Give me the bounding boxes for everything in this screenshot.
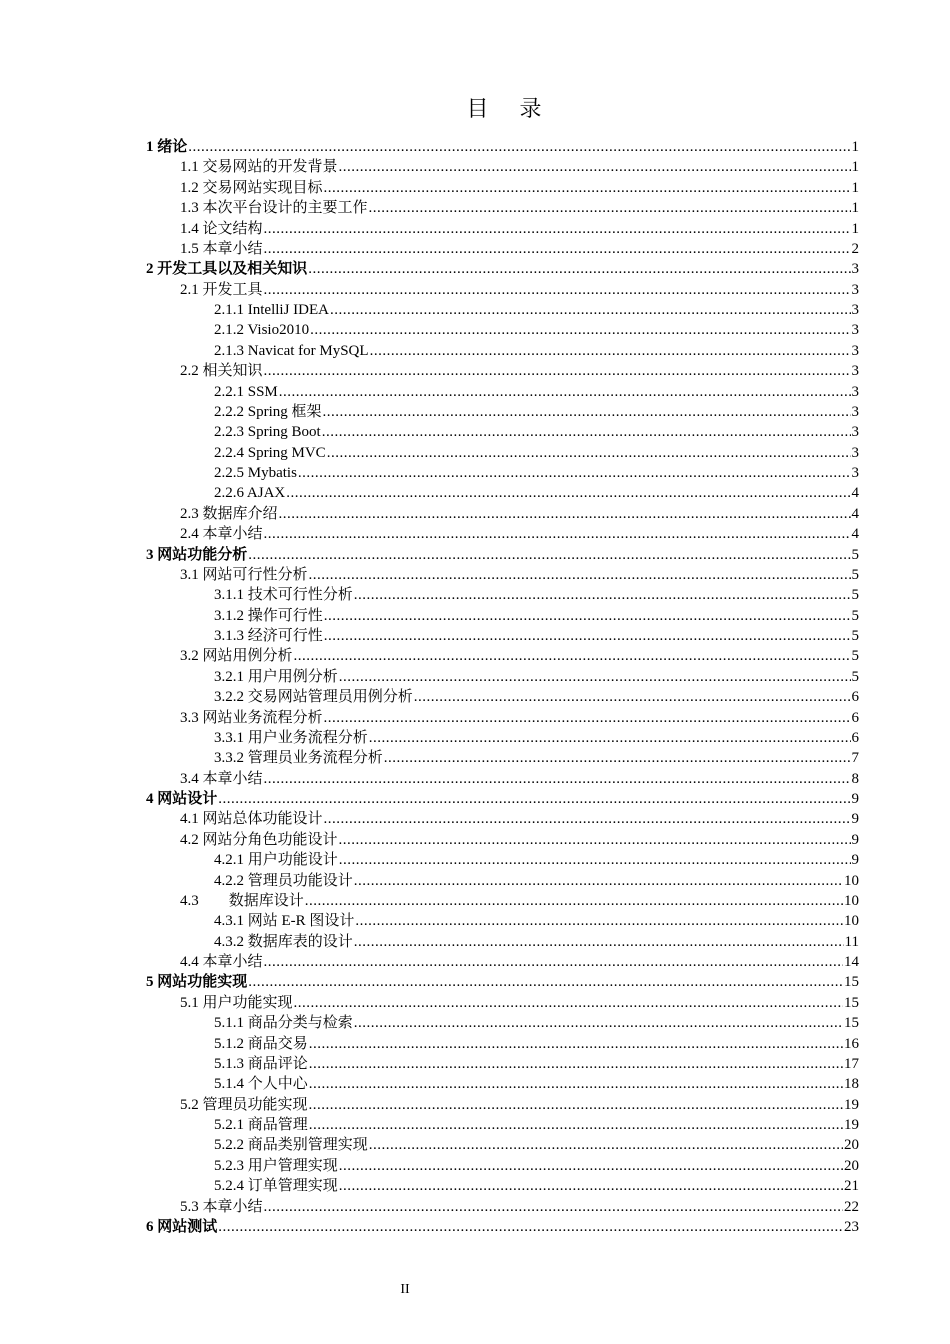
toc-entry[interactable]	[146, 1156, 859, 1176]
toc-entry[interactable]	[146, 809, 859, 829]
toc-entry-title: 4.2.2 管理员功能设计	[214, 872, 353, 889]
toc-dot-leader	[355, 911, 843, 931]
toc-entry-label	[180, 219, 263, 239]
toc-entry-label	[180, 504, 278, 524]
toc-entry[interactable]	[146, 382, 859, 402]
toc-entry-label	[214, 687, 413, 707]
toc-entry[interactable]	[146, 1034, 859, 1054]
toc-page-number: 3	[851, 261, 859, 278]
toc-entry[interactable]	[146, 361, 859, 381]
toc-page-number: 5	[851, 648, 859, 665]
toc-page-number: 3	[851, 403, 859, 420]
toc-entry-label	[214, 1054, 308, 1074]
toc-entry-label	[214, 463, 297, 483]
toc-entry-title: 3.1.3 经济可行性	[214, 628, 323, 644]
toc-entry-label	[214, 1074, 308, 1094]
toc-entry-title: 4.3	[180, 892, 199, 909]
toc-dot-leader	[218, 789, 850, 809]
toc-dot-leader	[309, 1034, 843, 1054]
toc-dot-leader	[305, 891, 843, 911]
toc-dot-leader	[264, 952, 843, 972]
toc-dot-leader	[248, 545, 850, 565]
toc-entry[interactable]	[146, 320, 859, 340]
toc-entry[interactable]	[146, 1135, 859, 1155]
toc-dot-leader	[339, 1156, 843, 1176]
toc-entry[interactable]	[146, 952, 859, 972]
toc-page-number: 15	[844, 1015, 859, 1032]
toc-entry-title: 1.4 论文结构	[180, 220, 263, 237]
toc-dot-leader	[354, 932, 844, 952]
toc-entry[interactable]	[146, 606, 859, 626]
toc-entry-label	[180, 952, 263, 972]
toc-entry-title: 2.1 开发工具	[180, 281, 263, 298]
toc-entry-title: 5.1 用户功能实现	[180, 994, 293, 1011]
toc-entry-title: 3.3 网站业务流程分析	[180, 709, 323, 726]
toc-dot-leader	[264, 219, 851, 239]
toc-entry[interactable]	[146, 402, 859, 422]
toc-dot-leader	[327, 443, 851, 463]
toc-entry-label	[180, 1197, 263, 1217]
toc-entry[interactable]	[146, 137, 859, 157]
toc-entry-title: 2.2.5 Mybatis	[214, 465, 297, 481]
toc-dot-leader	[264, 239, 851, 259]
toc-page-number: 10	[844, 872, 859, 889]
toc-page-number: 4	[851, 505, 859, 522]
toc-entry-label	[214, 932, 353, 952]
toc-page-number: 9	[851, 831, 859, 848]
toc-entry[interactable]	[146, 341, 859, 361]
toc-entry-label	[180, 891, 304, 911]
toc-dot-leader	[279, 382, 851, 402]
toc-dot-leader	[339, 157, 851, 177]
toc-entry[interactable]	[146, 1095, 859, 1115]
toc-entry-label	[214, 341, 369, 361]
toc-entry[interactable]	[146, 687, 859, 707]
toc-entry[interactable]	[146, 504, 859, 524]
toc-page-number: 19	[844, 1096, 859, 1113]
page-number: II	[400, 1282, 410, 1297]
toc-page-number: 1	[851, 179, 859, 196]
toc-dot-leader	[294, 993, 843, 1013]
toc-entry-label	[180, 524, 263, 544]
toc-entry-title: 2 开发工具以及相关知识	[146, 261, 308, 278]
toc-page-number: 5	[851, 566, 859, 583]
toc-page-number: 22	[844, 1198, 859, 1215]
toc-entry[interactable]	[146, 259, 859, 279]
toc-entry-title: 3.2.1 用户用例分析	[214, 668, 338, 685]
toc-page-number: 6	[851, 689, 859, 706]
toc-page-number: 20	[844, 1157, 859, 1174]
toc-page-number: 9	[851, 811, 859, 828]
toc-page-number: 6	[851, 729, 859, 746]
toc-entry[interactable]	[146, 1115, 859, 1135]
toc-page-number: 9	[851, 852, 859, 869]
toc-entry-title: 2.2.3 Spring Boot	[214, 424, 321, 441]
toc-entry-title: 1.1 交易网站的开发背景	[180, 159, 338, 176]
toc-entry-label	[214, 1135, 368, 1155]
toc-dot-leader	[286, 483, 850, 503]
toc-entry-title: 4.3.2 数据库表的设计	[214, 933, 353, 950]
table-of-contents	[146, 137, 859, 1237]
toc-entry-label	[180, 198, 368, 218]
toc-page-number: 15	[844, 974, 859, 991]
page-title: 目 录	[466, 97, 554, 122]
toc-entry-label	[180, 157, 338, 177]
toc-entry[interactable]	[146, 300, 859, 320]
toc-entry-label	[146, 137, 187, 157]
toc-entry-label	[214, 320, 309, 340]
toc-entry-title: 4.1 网站总体功能设计	[180, 811, 323, 828]
toc-entry-title-suffix: 数据库设计	[228, 892, 304, 909]
toc-page-number: 5	[851, 546, 859, 563]
toc-entry-title: 5.2.2 商品类别管理实现	[214, 1137, 368, 1154]
toc-entry-title: 3.1.1 技术可行性分析	[214, 587, 353, 604]
toc-dot-leader	[369, 198, 851, 218]
toc-entry-label	[146, 972, 247, 992]
toc-page-number: 10	[844, 892, 859, 909]
toc-entry-title: 1.3 本次平台设计的主要工作	[180, 200, 368, 217]
toc-page-number: 11	[844, 933, 859, 950]
toc-entry-label	[214, 483, 285, 503]
toc-page-number: 1	[851, 139, 859, 155]
toc-entry-title: 5.2 管理员功能实现	[180, 1096, 308, 1113]
toc-entry[interactable]	[146, 565, 859, 585]
toc-entry-title: 5.2.1 商品管理	[214, 1117, 308, 1133]
toc-entry[interactable]	[146, 280, 859, 300]
toc-page-number: 14	[844, 954, 859, 970]
toc-page-number: 17	[844, 1055, 859, 1072]
toc-dot-leader	[322, 422, 851, 442]
toc-entry[interactable]	[146, 972, 859, 992]
toc-dot-leader	[369, 728, 851, 748]
toc-page-number: 21	[844, 1178, 859, 1195]
toc-dot-leader	[279, 504, 851, 524]
toc-entry[interactable]	[146, 483, 859, 503]
toc-entry[interactable]	[146, 1176, 859, 1196]
toc-page-number: 3	[851, 363, 859, 380]
toc-dot-leader	[218, 1217, 843, 1237]
toc-entry-title: 3 网站功能分析	[146, 546, 248, 563]
toc-entry-title: 3.4 本章小结	[180, 770, 263, 787]
toc-entry-title: 2.2.1 SSM	[214, 383, 278, 400]
toc-page-number: 23	[844, 1218, 859, 1235]
toc-entry[interactable]	[146, 789, 859, 809]
toc-entry-label	[146, 545, 247, 565]
toc-entry-label	[180, 565, 308, 585]
toc-page-number: 3	[851, 383, 859, 400]
toc-entry[interactable]	[146, 871, 859, 891]
toc-entry-label	[146, 789, 217, 809]
toc-entry[interactable]	[146, 1054, 859, 1074]
toc-dot-leader	[264, 1197, 843, 1217]
toc-entry-label	[214, 1115, 308, 1135]
toc-entry-title: 5.3 本章小结	[180, 1198, 263, 1215]
toc-entry-label	[180, 769, 263, 789]
toc-page-number: 10	[844, 913, 859, 930]
toc-entry-title: 2.2.2 Spring 框架	[214, 403, 322, 420]
toc-entry-title: 1.5 本章小结	[180, 240, 263, 257]
toc-entry-title: 2.1.1 IntelliJ IDEA	[214, 302, 329, 318]
toc-entry[interactable]	[146, 728, 859, 748]
toc-entry-label	[214, 911, 354, 931]
toc-dot-leader	[264, 524, 851, 544]
toc-page-number: 19	[844, 1117, 859, 1133]
toc-dot-leader	[248, 972, 843, 992]
toc-entry[interactable]	[146, 708, 859, 728]
toc-dot-leader	[339, 667, 851, 687]
toc-page-number: 5	[851, 628, 859, 644]
toc-entry-label	[180, 361, 263, 381]
toc-entry[interactable]	[146, 198, 859, 218]
toc-dot-leader	[370, 341, 851, 361]
toc-page-number: 3	[851, 322, 859, 339]
toc-entry[interactable]	[146, 891, 859, 911]
toc-dot-leader	[309, 1054, 843, 1074]
toc-entry[interactable]	[146, 1074, 859, 1094]
toc-entry[interactable]	[146, 463, 859, 483]
toc-page-number: 3	[851, 302, 859, 318]
toc-entry-label	[180, 809, 323, 829]
toc-entry-label	[214, 402, 322, 422]
toc-dot-leader	[264, 280, 851, 300]
toc-page-number: 1	[851, 200, 859, 217]
toc-entry[interactable]	[146, 932, 859, 952]
toc-dot-leader	[354, 871, 843, 891]
toc-page-number: 3	[851, 444, 859, 461]
toc-entry-title: 2.2.6 AJAX	[214, 485, 286, 502]
toc-page-number: 5	[851, 607, 859, 624]
toc-entry[interactable]	[146, 1217, 859, 1237]
toc-entry-label	[180, 239, 263, 259]
toc-entry-label	[180, 646, 293, 666]
toc-dot-leader	[354, 585, 851, 605]
toc-entry[interactable]	[146, 769, 859, 789]
toc-dot-leader	[298, 463, 851, 483]
toc-page-number: 20	[844, 1137, 859, 1154]
toc-page-number: 3	[851, 281, 859, 298]
toc-dot-leader	[309, 565, 851, 585]
toc-dot-leader	[324, 708, 851, 728]
toc-entry-label	[214, 667, 338, 687]
toc-entry[interactable]	[146, 178, 859, 198]
toc-page-number: 8	[851, 770, 859, 787]
toc-entry-title: 5.1.2 商品交易	[214, 1035, 308, 1052]
toc-entry-title: 3.1 网站可行性分析	[180, 566, 308, 583]
toc-entry-title: 6 网站测试	[146, 1218, 218, 1235]
toc-dot-leader	[264, 361, 851, 381]
toc-entry-label	[214, 728, 368, 748]
toc-dot-leader	[414, 687, 851, 707]
toc-entry-label	[180, 708, 323, 728]
toc-entry-title: 5.2.3 用户管理实现	[214, 1157, 338, 1174]
toc-entry[interactable]	[146, 239, 859, 259]
toc-entry-label	[146, 259, 307, 279]
toc-entry-title: 5.1.4 个人中心	[214, 1076, 308, 1093]
toc-dot-leader	[324, 809, 851, 829]
toc-page-number: 3	[851, 424, 859, 441]
toc-entry[interactable]	[146, 850, 859, 870]
toc-entry-label	[180, 993, 293, 1013]
toc-entry-label	[214, 300, 329, 320]
toc-entry[interactable]	[146, 667, 859, 687]
toc-dot-leader	[339, 1176, 843, 1196]
toc-entry[interactable]	[146, 830, 859, 850]
toc-page-number: 3	[851, 465, 859, 481]
toc-entry[interactable]	[146, 422, 859, 442]
toc-page-number: 18	[844, 1076, 859, 1093]
toc-entry-title: 3.2 网站用例分析	[180, 648, 293, 665]
toc-dot-leader	[339, 850, 851, 870]
toc-dot-leader	[310, 320, 850, 340]
toc-entry-label	[214, 443, 326, 463]
toc-dot-leader	[384, 748, 851, 768]
toc-entry-label	[214, 871, 353, 891]
toc-page-number: 4	[851, 485, 859, 502]
toc-page-number: 2	[851, 240, 859, 257]
toc-entry-title: 3.3.1 用户业务流程分析	[214, 729, 368, 746]
toc-entry[interactable]	[146, 993, 859, 1013]
toc-entry-label	[180, 280, 263, 300]
toc-entry-label	[146, 1217, 217, 1237]
toc-dot-leader	[339, 830, 851, 850]
toc-entry-label	[180, 178, 323, 198]
toc-dot-leader	[264, 769, 851, 789]
toc-entry-title: 1.2 交易网站实现目标	[180, 179, 323, 196]
toc-entry-label	[214, 850, 338, 870]
toc-page-number: 1	[851, 159, 859, 176]
toc-entry-title: 4 网站设计	[146, 791, 218, 807]
toc-entry-label	[214, 382, 278, 402]
toc-entry-title: 4.2.1 用户功能设计	[214, 852, 338, 869]
toc-entry[interactable]	[146, 443, 859, 463]
toc-dot-leader	[309, 1115, 843, 1135]
toc-entry-label	[214, 585, 353, 605]
toc-entry-title: 4.4 本章小结	[180, 954, 263, 970]
toc-page-number: 16	[844, 1035, 859, 1052]
toc-dot-leader	[324, 606, 851, 626]
toc-entry-title: 3.1.2 操作可行性	[214, 607, 323, 624]
toc-page-number: 5	[851, 668, 859, 685]
toc-entry-title: 5.2.4 订单管理实现	[214, 1178, 338, 1195]
toc-dot-leader	[330, 300, 851, 320]
toc-entry-title: 2.1.2 Visio2010	[214, 322, 310, 339]
toc-dot-leader	[294, 646, 851, 666]
toc-entry-title: 2.2.4 Spring MVC	[214, 444, 326, 461]
toc-entry-label	[214, 626, 323, 646]
toc-dot-leader	[309, 1074, 843, 1094]
toc-entry[interactable]	[146, 911, 859, 931]
toc-entry[interactable]	[146, 748, 859, 768]
toc-entry-title: 2.3 数据库介绍	[180, 505, 278, 522]
toc-dot-leader	[308, 259, 850, 279]
toc-entry-title: 5 网站功能实现	[146, 974, 248, 991]
toc-dot-leader	[324, 626, 851, 646]
toc-entry-title: 4.2 网站分角色功能设计	[180, 831, 338, 848]
toc-entry-label	[214, 1034, 308, 1054]
toc-entry-title: 5.1.1 商品分类与检索	[214, 1015, 353, 1032]
toc-dot-leader	[188, 137, 850, 157]
toc-entry-label	[214, 748, 383, 768]
toc-dot-leader	[309, 1095, 843, 1115]
toc-entry[interactable]	[146, 219, 859, 239]
toc-entry[interactable]	[146, 585, 859, 605]
toc-entry[interactable]	[146, 646, 859, 666]
toc-entry-title: 3.3.2 管理员业务流程分析	[214, 750, 383, 767]
toc-entry-title: 5.1.3 商品评论	[214, 1055, 308, 1072]
toc-page-number: 5	[851, 587, 859, 604]
toc-entry-label	[214, 1013, 353, 1033]
toc-page-number: 6	[851, 709, 859, 726]
toc-page-number: 1	[851, 220, 859, 237]
toc-page-number: 3	[851, 342, 859, 359]
toc-entry-title: 4.3.1 网站 E-R 图设计	[214, 913, 355, 930]
toc-entry-label	[214, 1156, 338, 1176]
toc-page-number: 15	[844, 994, 859, 1011]
toc-dot-leader	[323, 402, 851, 422]
toc-entry-title: 2.2 相关知识	[180, 363, 263, 380]
toc-entry-title: 2.1.3 Navicat for MySQL	[214, 342, 369, 359]
toc-entry-label	[214, 422, 321, 442]
toc-entry-label	[180, 830, 338, 850]
toc-dot-leader	[369, 1135, 843, 1155]
toc-entry-label	[180, 1095, 308, 1115]
toc-entry-title: 2.4 本章小结	[180, 526, 263, 543]
toc-entry[interactable]	[146, 626, 859, 646]
toc-entry[interactable]	[146, 157, 859, 177]
toc-entry-label	[214, 606, 323, 626]
toc-dot-leader	[324, 178, 851, 198]
toc-page-number: 9	[851, 791, 859, 807]
toc-page-number: 7	[851, 750, 859, 767]
toc-page-number: 4	[851, 526, 859, 543]
toc-entry[interactable]	[146, 524, 859, 544]
toc-entry-title: 1 绪论	[146, 139, 188, 155]
toc-dot-leader	[354, 1013, 843, 1033]
toc-entry[interactable]	[146, 545, 859, 565]
toc-entry[interactable]	[146, 1197, 859, 1217]
toc-entry-label	[214, 1176, 338, 1196]
toc-entry[interactable]	[146, 1013, 859, 1033]
toc-entry-title: 3.2.2 交易网站管理员用例分析	[214, 689, 413, 706]
